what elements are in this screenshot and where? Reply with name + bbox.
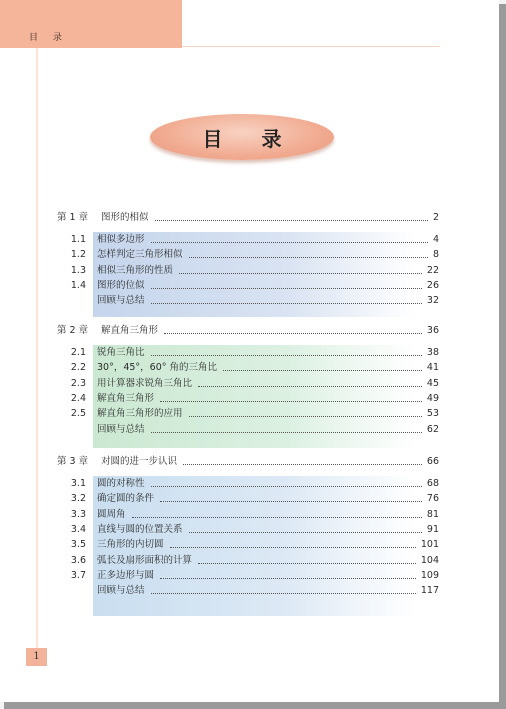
- section-page: 32: [426, 295, 439, 307]
- section-title: 30°，45°，60° 角的三角比: [97, 362, 218, 374]
- leader-dots: [183, 464, 422, 465]
- section-page: 117: [420, 585, 439, 597]
- section-title: 相似三角形的性质: [97, 264, 174, 276]
- section-title: 回顾与总结: [97, 295, 145, 307]
- header-label: 目 录: [29, 33, 68, 43]
- chapter-label: 第 2 章: [57, 325, 89, 336]
- leader-dots: [132, 517, 422, 518]
- chapter-page: 2: [432, 212, 439, 223]
- section-number: 3.7: [70, 569, 86, 581]
- header-rule: [182, 46, 440, 47]
- section-number: 2.2: [70, 362, 86, 374]
- section-number: 2.4: [70, 392, 86, 404]
- section-page: 45: [426, 377, 439, 389]
- section-title: 三角形的内切圆: [97, 539, 164, 551]
- section-number: 2.3: [70, 377, 86, 389]
- leader-dots: [151, 432, 422, 433]
- section-number: 2.1: [70, 347, 86, 358]
- section-title: 锐角三角比: [97, 347, 145, 358]
- section-title: 解直角三角形: [97, 392, 155, 404]
- section-title: 确定圆的条件: [97, 493, 155, 505]
- section-page: 91: [426, 523, 439, 535]
- leader-dots: [189, 532, 422, 533]
- page-shadow-bottom: [4, 702, 506, 709]
- section-number: 1.3: [70, 264, 86, 276]
- chapter-title: 对圆的进一步认识: [101, 456, 178, 467]
- leader-dots: [198, 386, 422, 387]
- section-number: 3.4: [70, 523, 86, 535]
- section-title: 弧长及扇形面积的计算: [97, 554, 193, 566]
- section-page: 109: [420, 569, 439, 581]
- leader-dots: [151, 593, 416, 594]
- leader-dots: [160, 401, 422, 402]
- leader-dots: [223, 370, 422, 371]
- section-page: 53: [426, 408, 439, 420]
- page-shadow-right: [499, 4, 506, 709]
- margin-line: [36, 48, 38, 658]
- section-title: 正多边形与圆: [97, 569, 155, 581]
- section-page: 62: [426, 423, 439, 435]
- chapter-page: 36: [426, 325, 439, 336]
- leader-dots: [155, 220, 428, 221]
- leader-dots: [151, 355, 422, 356]
- section-page: 41: [426, 362, 439, 374]
- section-page: 76: [426, 493, 439, 505]
- section-title: 用计算器求锐角三角比: [97, 377, 193, 389]
- section-number: 3.2: [70, 493, 86, 505]
- section-number: 3.5: [70, 539, 86, 551]
- section-page: 81: [426, 508, 439, 520]
- section-number: 3.3: [70, 508, 86, 520]
- leader-dots: [198, 563, 416, 564]
- section-title: 相似多边形: [97, 234, 145, 245]
- section-page: 101: [420, 539, 439, 551]
- page-title: 目 录: [202, 126, 298, 151]
- section-title: 回顾与总结: [97, 423, 145, 435]
- section-number: 1.2: [70, 249, 86, 261]
- section-number: 3.1: [70, 478, 86, 489]
- chapter-label: 第 1 章: [57, 212, 89, 223]
- section-page: 68: [426, 478, 439, 489]
- section-number: 1.4: [70, 279, 86, 291]
- leader-dots: [151, 486, 422, 487]
- section-page: 38: [426, 347, 439, 358]
- leader-dots: [170, 547, 416, 548]
- page-number: 1: [26, 648, 47, 666]
- header-tab: [0, 0, 182, 48]
- chapter-title: 图形的相似: [101, 212, 149, 223]
- section-page: 26: [426, 279, 439, 291]
- chapter-title: 解直角三角形: [101, 325, 159, 336]
- leader-dots: [151, 288, 422, 289]
- section-title: 直线与圆的位置关系: [97, 523, 183, 535]
- section-title: 解直角三角形的应用: [97, 408, 183, 420]
- section-page: 104: [420, 554, 439, 566]
- section-title: 回顾与总结: [97, 585, 145, 597]
- leader-dots: [179, 273, 422, 274]
- section-page: 22: [426, 264, 439, 276]
- leader-dots: [160, 501, 422, 502]
- section-number: 1.1: [70, 234, 86, 245]
- section-page: 49: [426, 392, 439, 404]
- section-title: 图形的位似: [97, 279, 145, 291]
- chapter-label: 第 3 章: [57, 456, 89, 467]
- section-number: 3.6: [70, 554, 86, 566]
- section-page: 4: [432, 234, 439, 245]
- leader-dots: [164, 333, 422, 334]
- section-page: 8: [432, 249, 439, 261]
- section-title: 圆周角: [97, 508, 126, 520]
- chapter-page: 66: [426, 456, 439, 467]
- section-title: 圆的对称性: [97, 478, 145, 489]
- leader-dots: [189, 416, 422, 417]
- leader-dots: [151, 242, 428, 243]
- leader-dots: [151, 303, 422, 304]
- section-number: 2.5: [70, 408, 86, 420]
- leader-dots: [189, 257, 428, 258]
- title-badge: [150, 114, 334, 160]
- section-title: 怎样判定三角形相似: [97, 249, 183, 261]
- leader-dots: [160, 578, 416, 579]
